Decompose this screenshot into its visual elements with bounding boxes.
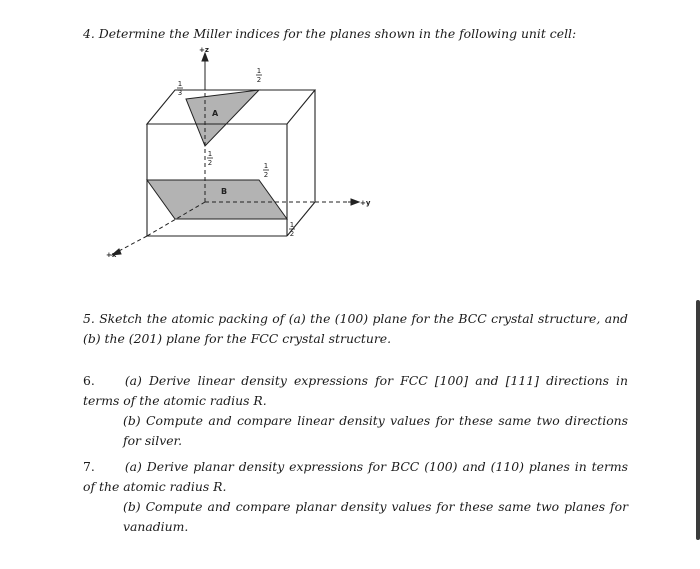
- y-arrow-head: [351, 199, 359, 205]
- svg-text:2: 2: [289, 230, 295, 238]
- svg-text:1: 1: [207, 150, 213, 158]
- svg-text:1: 1: [256, 67, 262, 75]
- fraction-z-third: [177, 80, 183, 97]
- question-6: [83, 371, 628, 451]
- svg-text:1: 1: [289, 221, 295, 229]
- axis-arrows: [112, 53, 359, 255]
- vertical-scrollbar[interactable]: [696, 300, 700, 540]
- question-5: 5. Sketch the atomic packing of (a) the (100) plane for the BCC crystal structure, and (b) the (201) plane for the FCC crystal structure.: [83, 311, 628, 346]
- question-7-part-a: (a) Derive planar density expressions for BCC (100) and (110) planes in terms of the atomic radius R.: [83, 459, 628, 494]
- fraction-top-half: [256, 67, 262, 84]
- fraction-right-half: [263, 162, 269, 179]
- fraction-bottom-half: [289, 221, 295, 238]
- axis-z-label: +z: [199, 46, 209, 54]
- axis-x-label: +x: [106, 251, 117, 259]
- question-7-number: 7.: [83, 459, 95, 474]
- question-6-number: 6.: [83, 373, 95, 388]
- svg-text:1: 1: [263, 162, 269, 170]
- question-7: [83, 457, 628, 537]
- plane-a-label: A: [212, 109, 219, 118]
- svg-text:2: 2: [207, 159, 213, 167]
- axis-y-label: +y: [360, 199, 371, 207]
- svg-text:2: 2: [256, 76, 262, 84]
- question-7-part-b: (b) Compute and compare planar density values for these same two planes for vanadium.: [123, 499, 628, 534]
- z-arrow-head: [202, 53, 208, 61]
- svg-text:3: 3: [177, 89, 183, 97]
- svg-text:1: 1: [177, 80, 183, 88]
- question-6-part-a: (a) Derive linear density expressions for FCC [100] and [111] directions in terms of the atomic radius R.: [83, 373, 628, 408]
- unit-cell-diagram: [100, 44, 380, 269]
- svg-text:2: 2: [263, 171, 269, 179]
- plane-b-label: B: [221, 187, 228, 196]
- question-6-part-b: (b) Compute and compare linear density values for these same two directions for silver.: [123, 413, 628, 448]
- plane-b-shape: [147, 180, 287, 219]
- question-4: 4. Determine the Miller indices for the planes shown in the following unit cell:: [83, 26, 577, 41]
- plane-a-shape: [186, 90, 259, 146]
- fraction-mid-half: [207, 150, 213, 167]
